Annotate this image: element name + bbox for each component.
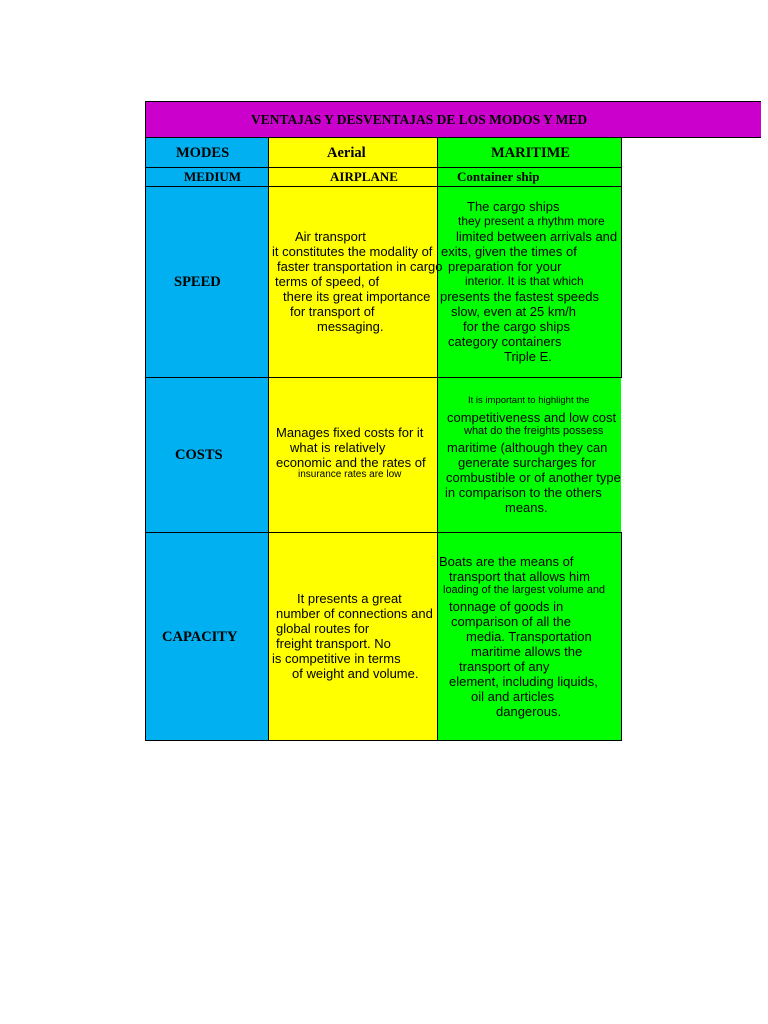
capacity-maritime-line: element, including liquids, — [449, 674, 598, 689]
costs-maritime-line: It is important to highlight the — [468, 395, 590, 406]
speed-maritime-line: slow, even at 25 km/h — [451, 304, 577, 319]
subheader-airplane-cell — [268, 167, 438, 187]
capacity-maritime-line: transport that allows him — [449, 569, 590, 584]
capacity-maritime-line: transport of any — [459, 659, 550, 674]
speed-label-cell — [145, 186, 269, 378]
capacity-maritime-line: dangerous. — [496, 704, 562, 719]
capacity-aerial-line: It presents a great — [297, 591, 402, 606]
speed-maritime-line: limited between arrivals and — [456, 229, 618, 244]
capacity-maritime-line: tonnage of goods in — [449, 599, 564, 614]
header-aerial-cell — [268, 137, 438, 168]
capacity-maritime-line: maritime allows the — [471, 644, 583, 659]
speed-maritime-line: exits, given the times of — [441, 244, 577, 259]
speed-aerial-line: Air transport — [295, 229, 366, 244]
costs-maritime-line: what do the freights possess — [464, 425, 604, 437]
table-title: VENTAJAS Y DESVENTAJAS DE LOS MODOS Y MED — [251, 112, 588, 127]
speed-aerial-line: it constitutes the modality of — [272, 244, 433, 259]
costs-label-cell — [145, 377, 269, 533]
costs-maritime-line: maritime (although they can — [447, 440, 608, 455]
header-modes-cell — [145, 137, 269, 168]
subheader-medium-label: MEDIUM — [184, 169, 242, 184]
header-aerial-label: Aerial — [327, 145, 366, 161]
costs-maritime-line: in comparison to the others — [445, 485, 602, 500]
subheader-ship-cell — [437, 167, 622, 187]
speed-aerial-line: for transport of — [290, 304, 375, 319]
capacity-maritime-line: oil and articles — [471, 689, 555, 704]
speed-maritime-line: interior. It is that which — [465, 274, 584, 288]
table-title-bar — [145, 101, 761, 138]
subheader-medium-cell — [145, 167, 269, 187]
speed-maritime-line: they present a rhythm more — [458, 214, 605, 228]
capacity-maritime-line: media. Transportation — [466, 629, 592, 644]
speed-maritime-line: presents the fastest speeds — [440, 289, 599, 304]
header-modes-label: MODES — [176, 145, 230, 161]
costs-aerial-line: what is relatively — [290, 440, 386, 455]
speed-aerial-line: terms of speed, of — [275, 274, 380, 289]
speed-aerial-line: there its great importance — [283, 289, 431, 304]
capacity-aerial-line: number of connections and — [276, 606, 433, 621]
speed-maritime-line: category containers — [448, 334, 562, 349]
costs-maritime-line: combustible or of another type — [446, 470, 621, 485]
costs-maritime-line: generate surcharges for — [458, 455, 597, 470]
speed-maritime-line: Triple E. — [504, 349, 552, 364]
speed-aerial-line: messaging. — [317, 319, 384, 334]
costs-aerial-line: insurance rates are low — [298, 469, 402, 480]
capacity-maritime-line: loading of the largest volume and — [443, 584, 606, 596]
capacity-aerial-line: is competitive in terms — [272, 651, 401, 666]
costs-aerial-line: economic and the rates of — [276, 455, 426, 470]
costs-maritime-line: means. — [505, 500, 548, 515]
header-maritime-cell — [437, 137, 622, 168]
capacity-aerial-line: global routes for — [276, 621, 370, 636]
costs-maritime-line: competitiveness and low cost — [447, 410, 617, 425]
capacity-row-label: CAPACITY — [162, 629, 238, 645]
capacity-aerial-line: freight transport. No — [276, 636, 391, 651]
costs-row-label: COSTS — [175, 447, 223, 463]
speed-maritime-line: The cargo ships — [467, 199, 560, 214]
subheader-airplane-label: AIRPLANE — [330, 169, 398, 184]
subheader-ship-label: Container ship — [457, 169, 540, 184]
speed-aerial-line: faster transportation in cargo — [277, 259, 443, 274]
capacity-maritime-line: Boats are the means of — [439, 554, 574, 569]
costs-aerial-line: Manages fixed costs for it — [276, 425, 424, 440]
capacity-label-cell — [145, 532, 269, 741]
capacity-aerial-line: of weight and volume. — [292, 666, 419, 681]
speed-row-label: SPEED — [174, 274, 221, 290]
capacity-maritime-line: comparison of all the — [451, 614, 571, 629]
header-maritime-label: MARITIME — [491, 145, 570, 161]
speed-maritime-line: preparation for your — [448, 259, 562, 274]
speed-maritime-line: for the cargo ships — [463, 319, 570, 334]
